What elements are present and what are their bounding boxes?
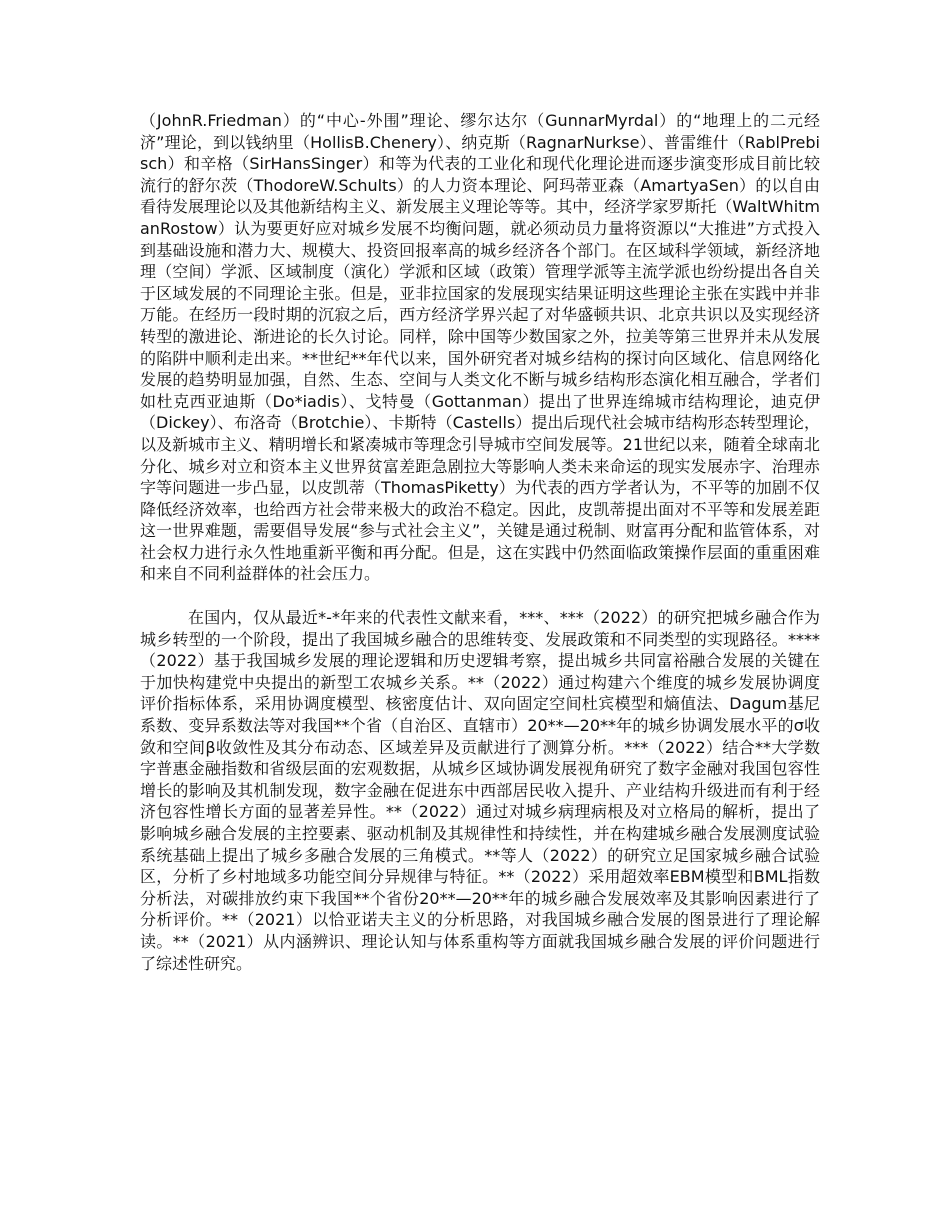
- paragraph-domestic-literature: 在国内，仅从最近*-*年来的代表性文献来看，***、***（2022）的研究把城乡融合作为城乡转型的一个阶段，提出了我国城乡融合的思维转变、发展政策和不同类型的实现路径。****（2022）基于我国城乡发展的理论逻辑和历史逻辑考察，提出城乡共同富裕融合发展的关键在于加快构建党中央提出的新型工农城乡关系。**（2022）通过构建六个维度的城乡发展协调度评价指标体系，采用协调度模型、核密度估计、双向固定空间杜宾模型和熵值法、Dagum基尼系数、变异系数法等对我国**个省（自治区、直辖市）20**—20**年的城乡协调发展水平的σ收敛和空间β收敛性及其分布动态、区域差异及贡献进行了测算分析。***（2022）结合**大学数字普惠金融指数和省级层面的宏观数据，从城乡区域协调发展视角研究了数字金融对我国包容性增长的影响及其机制发现，数字金融在促进东中西部居民收入提升、产业结构升级进而有利于经济包容性增长方面的显著差异性。**（2022）通过对城乡病理病根及对立格局的解析，提出了影响城乡融合发展的主控要素、驱动机制及其规律性和持续性，并在构建城乡融合发展测度试验系统基础上提出了城乡多融合发展的三角模式。**等人（2022）的研究立足国家城乡融合试验区，分析了乡村地域多功能空间分异规律与特征。**（2022）采用超效率EBM模型和BML指数分析法，对碳排放约束下我国**个省份20**—20**年的城乡融合发展效率及其影响因素进行了分析评价。**（2021）以恰亚诺夫主义的分析思路，对我国城乡融合发展的图景进行了理论解读。**（2021）从内涵辨识、理论认知与体系重构等方面就我国城乡融合发展的评价问题进行了综述性研究。: [140, 608, 820, 973]
- document-page: [140, 110, 820, 974]
- paragraph-western-theories: （JohnR.Friedman）的“中心-外围”理论、缪尔达尔（GunnarMyrdal）的“地理上的二元经济”理论，到以钱纳里（HollisB.Chenery）、纳克斯（RagnarNurkse）、普雷维什（RablPrebisch）和辛格（SirHansSinger）和等为代表的工业化和现代化理论进而逐步演变形成目前比较流行的舒尔茨（ThodoreW.Schults）的人力资本理论、阿玛蒂亚森（AmartyaSen）的以自由看待发展理论以及其他新结构主义、新发展主义理论等等。其中，经济学家罗斯托（WaltWhitmanRostow）认为要更好应对城乡发展不均衡问题，就必须动员力量将资源以“大推进”方式投入到基础设施和潜力大、规模大、投资回报率高的城乡经济各个部门。在区域科学领域，新经济地理（空间）学派、区域制度（演化）学派和区域（政策）管理学派等主流学派也纷纷提出各自关于区域发展的不同理论主张。但是，亚非拉国家的发展现实结果证明这些理论主张在实践中并非万能。在经历一段时期的沉寂之后，西方经济学界兴起了对华盛顿共识、北京共识以及实现经济转型的激进论、渐进论的长久讨论。同样，除中国等少数国家之外，拉美等第三世界并未从发展的陷阱中顺利走出来。**世纪**年代以来，国外研究者对城乡结构的探讨向区域化、信息网络化发展的趋势明显加强，自然、生态、空间与人类文化不断与城乡结构形态演化相互融合，学者们如杜克西亚迪斯（Do*iadis）、戈特曼（Gottanman）提出了世界连绵城市结构理论，迪克伊（Dickey）、布洛奇（Brotchie）、卡斯特（Castells）提出后现代社会城市结构形态转型理论，以及新城市主义、精明增长和紧凑城市等理念引导城市空间发展等。21世纪以来，随着全球南北分化、城乡对立和资本主义世界贫富差距急剧拉大等影响人类未来命运的现实发展赤字、治理赤字等问题进一步凸显，以皮凯蒂（ThomasPiketty）为代表的西方学者认为，不平等的加剧不仅降低经济效率，也给西方社会带来极大的政治不稳定。因此，皮凯蒂提出面对不平等和发展差距这一世界难题，需要倡导发展“参与式社会主义”，关键是通过税制、财富再分配和监管体系，对社会权力进行永久性地重新平衡和再分配。但是，这在实践中仍然面临政策操作层面的重重困难和来自不同利益群体的社会压力。: [140, 111, 820, 584]
